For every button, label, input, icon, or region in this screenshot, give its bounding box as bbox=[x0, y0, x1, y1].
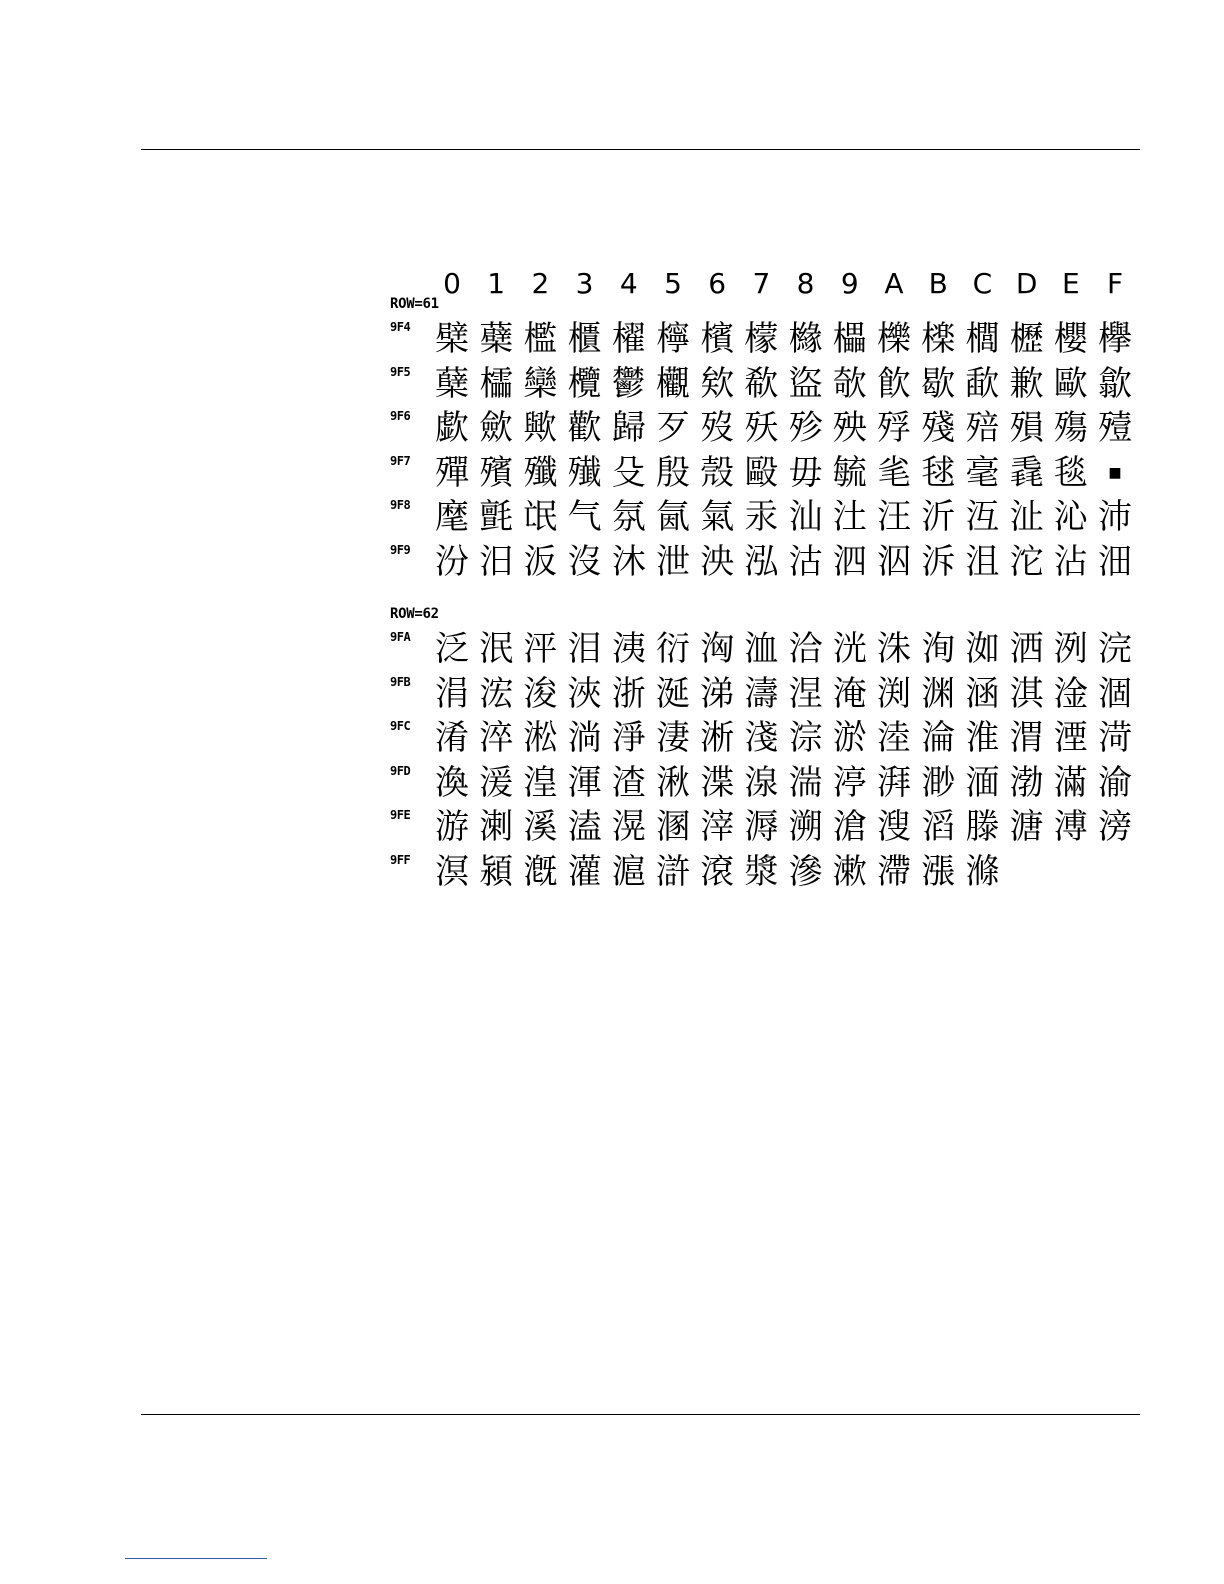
column-header: D bbox=[1015, 267, 1038, 300]
glyph-cell: 殳 bbox=[611, 452, 646, 493]
glyph-cell: 鬱 bbox=[611, 363, 646, 404]
glyph-cell: 檸 bbox=[656, 319, 690, 359]
glyph-cell: 檻 bbox=[523, 319, 558, 359]
glyph-cell: 殞 bbox=[1009, 408, 1044, 449]
glyph-cell: 泗 bbox=[832, 542, 867, 582]
glyph-cell: 歛 bbox=[479, 408, 514, 449]
glyph-cell: 漿 bbox=[744, 852, 779, 892]
glyph-cell: 麾 bbox=[435, 497, 469, 538]
column-header: 4 bbox=[619, 267, 638, 300]
glyph-cell: 溏 bbox=[1009, 807, 1044, 848]
glyph-cell: 泄 bbox=[656, 542, 690, 582]
glyph-cell: 淬 bbox=[479, 718, 514, 759]
glyph-cell: 洸 bbox=[832, 629, 867, 669]
glyph-cell: 氓 bbox=[523, 497, 558, 538]
glyph-cell: 溷 bbox=[656, 807, 690, 848]
glyph-cell: 洵 bbox=[921, 629, 956, 669]
table-row bbox=[0, 673, 1224, 717]
column-header: E bbox=[1061, 267, 1080, 300]
table-row bbox=[0, 407, 1224, 451]
glyph-cell: 歉 bbox=[1009, 363, 1044, 404]
row-code: 9FD bbox=[390, 763, 411, 778]
row-code: 9FF bbox=[390, 853, 411, 867]
glyph-cell: 潁 bbox=[479, 852, 514, 892]
glyph-cell: 衍 bbox=[656, 629, 690, 669]
glyph-cell: 蘖 bbox=[435, 363, 469, 404]
glyph-cell: 渾 bbox=[567, 762, 602, 803]
glyph-cell: 沛 bbox=[1098, 497, 1132, 538]
glyph-cell: 渕 bbox=[877, 673, 911, 714]
glyph-cell: 滯 bbox=[877, 852, 911, 892]
glyph-cell: 歔 bbox=[435, 408, 469, 449]
glyph-cell: 涕 bbox=[700, 673, 735, 714]
column-header: B bbox=[928, 267, 948, 300]
glyph-cell: 沒 bbox=[567, 542, 602, 582]
row-code: 9F9 bbox=[390, 543, 411, 557]
glyph-cell: 湮 bbox=[1053, 718, 1088, 759]
glyph-cell: 淦 bbox=[1053, 673, 1088, 714]
glyph-cell: 淒 bbox=[656, 718, 690, 759]
table-row bbox=[0, 806, 1224, 850]
glyph-cell: 湍 bbox=[788, 762, 823, 803]
glyph-cell: 檗 bbox=[435, 319, 469, 359]
glyph-cell: 漑 bbox=[523, 852, 558, 892]
column-header: 5 bbox=[664, 267, 682, 300]
column-header: A bbox=[884, 267, 904, 300]
glyph-cell: 湲 bbox=[479, 762, 514, 803]
glyph-cell: 沚 bbox=[1009, 497, 1044, 538]
table-row bbox=[0, 717, 1224, 761]
glyph-cell: 洳 bbox=[965, 629, 1000, 669]
glyph-cell: 淮 bbox=[965, 718, 1000, 759]
glyph-cell: 渊 bbox=[921, 673, 956, 714]
glyph-cell: 殍 bbox=[877, 408, 911, 449]
glyph-cell: 沱 bbox=[1009, 542, 1044, 582]
glyph-cell: 氤 bbox=[656, 497, 690, 538]
glyph-cell: 沾 bbox=[1053, 542, 1088, 582]
column-header: 9 bbox=[840, 267, 859, 300]
glyph-cell: 浣 bbox=[1098, 629, 1132, 669]
glyph-cell: 泓 bbox=[744, 542, 779, 582]
glyph-cell: 渮 bbox=[1098, 718, 1132, 759]
glyph-cell: 溯 bbox=[788, 807, 823, 848]
row-code: 9F8 bbox=[390, 498, 411, 513]
glyph-cell: 殪 bbox=[1098, 408, 1132, 449]
glyph-cell: 洽 bbox=[788, 629, 823, 669]
row-code: 9F4 bbox=[390, 320, 411, 334]
glyph-cell: 毬 bbox=[921, 452, 956, 493]
row-code: 9FA bbox=[390, 630, 411, 644]
glyph-cell: 盜 bbox=[788, 363, 823, 404]
glyph-cell: 涎 bbox=[656, 673, 690, 714]
glyph-cell: 渝 bbox=[1098, 762, 1132, 803]
glyph-cell: 涸 bbox=[1098, 673, 1132, 714]
footnote-rule bbox=[125, 1558, 267, 1559]
glyph-cell: 气 bbox=[567, 497, 602, 538]
glyph-cell: 漱 bbox=[832, 852, 867, 892]
glyph-cell: 櫚 bbox=[965, 319, 1000, 359]
glyph-cell: 涵 bbox=[965, 673, 1000, 714]
glyph-cell: 毳 bbox=[1009, 452, 1044, 493]
glyph-cell: 櫞 bbox=[788, 319, 823, 359]
glyph-cell: 渙 bbox=[435, 762, 469, 803]
glyph-cell: 欖 bbox=[567, 363, 602, 404]
glyph-cell: 櫟 bbox=[877, 319, 911, 359]
glyph-cell: 浹 bbox=[567, 673, 602, 714]
table-row bbox=[0, 496, 1224, 540]
glyph-cell: 淪 bbox=[921, 718, 956, 759]
glyph-cell: 歡 bbox=[567, 408, 602, 449]
glyph-cell: 渭 bbox=[1009, 718, 1044, 759]
glyph-cell: 毋 bbox=[788, 452, 823, 493]
row-code: 9FE bbox=[390, 808, 411, 823]
glyph-cell: 欅 bbox=[1098, 319, 1132, 359]
glyph-cell: 汪 bbox=[877, 497, 911, 538]
glyph-cell: 淺 bbox=[744, 718, 779, 759]
glyph-cell: 洫 bbox=[744, 629, 779, 669]
glyph-cell: 歹 bbox=[656, 408, 690, 449]
glyph-cell: 毆 bbox=[744, 452, 779, 493]
glyph-cell: 滓 bbox=[700, 807, 735, 848]
glyph-cell: 櫻 bbox=[1053, 319, 1088, 359]
glyph-cell: 滂 bbox=[1098, 807, 1132, 848]
glyph-cell: 洶 bbox=[700, 629, 735, 669]
glyph-cell: 沍 bbox=[965, 497, 1000, 538]
glyph-cell: 滾 bbox=[700, 852, 735, 892]
glyph-cell: 殼 bbox=[700, 452, 735, 493]
table-row bbox=[0, 452, 1224, 496]
glyph-cell: 浤 bbox=[479, 673, 514, 714]
glyph-cell: 泛 bbox=[435, 629, 469, 669]
glyph-cell: 泪 bbox=[567, 629, 602, 669]
table-row bbox=[0, 318, 1224, 362]
glyph-cell: 殕 bbox=[965, 408, 1000, 449]
glyph-cell: 櫃 bbox=[567, 319, 602, 359]
column-header: F bbox=[1106, 267, 1124, 300]
bottom-rule bbox=[141, 1414, 1140, 1415]
column-header: 8 bbox=[796, 267, 815, 300]
glyph-cell: 浚 bbox=[523, 673, 558, 714]
glyph-cell: 欸 bbox=[700, 363, 735, 404]
glyph-cell: 沽 bbox=[788, 542, 823, 582]
glyph-cell: 泯 bbox=[479, 629, 514, 669]
glyph-cell: 渤 bbox=[1009, 762, 1044, 803]
glyph-cell: 淇 bbox=[1009, 673, 1044, 714]
glyph-cell: 飮 bbox=[877, 363, 911, 404]
table-row bbox=[0, 541, 1224, 585]
glyph-cell: 滿 bbox=[1053, 762, 1088, 803]
glyph-cell: 欟 bbox=[656, 363, 690, 404]
glyph-cell: 濤 bbox=[744, 673, 779, 714]
glyph-cell: 氛 bbox=[611, 497, 646, 538]
glyph-cell: 檬 bbox=[744, 319, 779, 359]
glyph-cell: 湫 bbox=[656, 762, 690, 803]
glyph-cell: 湃 bbox=[877, 762, 911, 803]
glyph-cell: 溥 bbox=[1053, 807, 1088, 848]
glyph-cell: 涓 bbox=[435, 673, 469, 714]
glyph-cell: 歐 bbox=[1053, 363, 1088, 404]
glyph-cell: 毫 bbox=[965, 452, 1000, 493]
glyph-cell: 泝 bbox=[921, 542, 956, 582]
glyph-cell: 泙 bbox=[523, 629, 558, 669]
glyph-cell: 泱 bbox=[700, 542, 735, 582]
glyph-cell: 浙 bbox=[611, 673, 646, 714]
glyph-cell: 滉 bbox=[611, 807, 646, 848]
glyph-cell: 溟 bbox=[435, 852, 469, 892]
glyph-cell: 殷 bbox=[656, 452, 690, 493]
glyph-cell: 沐 bbox=[611, 542, 646, 582]
glyph-cell: 淙 bbox=[788, 718, 823, 759]
row-code: 9F5 bbox=[390, 364, 411, 379]
column-header: 2 bbox=[531, 267, 550, 300]
glyph-cell: 淨 bbox=[611, 718, 646, 759]
glyph-cell: 氈 bbox=[479, 497, 514, 538]
glyph-cell: 渟 bbox=[832, 762, 867, 803]
glyph-cell: 櫂 bbox=[611, 319, 646, 359]
glyph-cell: 殱 bbox=[567, 452, 602, 493]
glyph-cell: 湎 bbox=[965, 762, 1000, 803]
glyph-cell: 溲 bbox=[877, 807, 911, 848]
glyph-cell: 欒 bbox=[523, 363, 558, 404]
row-code: 9FB bbox=[390, 674, 411, 689]
glyph-cell: 洒 bbox=[1009, 629, 1044, 669]
glyph-cell: 蘗 bbox=[479, 319, 514, 359]
glyph-cell: 沺 bbox=[1098, 542, 1132, 582]
glyph-cell: 洙 bbox=[877, 629, 911, 669]
column-header: 7 bbox=[752, 267, 771, 300]
glyph-cell: 檳 bbox=[700, 319, 735, 359]
glyph-cell: 歟 bbox=[523, 408, 558, 449]
row-code: 9F6 bbox=[390, 409, 411, 424]
glyph-cell: ■ bbox=[1108, 464, 1122, 481]
glyph-cell: 滌 bbox=[965, 852, 1000, 892]
glyph-cell: 殘 bbox=[921, 408, 956, 449]
row-code: 9F7 bbox=[390, 453, 411, 468]
glyph-cell: 滄 bbox=[832, 807, 867, 848]
table-row bbox=[0, 851, 1224, 895]
row-code: 9FC bbox=[390, 719, 411, 734]
glyph-cell: 歇 bbox=[921, 363, 956, 404]
glyph-cell: 涅 bbox=[788, 673, 823, 714]
table-row bbox=[0, 363, 1224, 407]
glyph-cell: 歿 bbox=[700, 408, 735, 449]
glyph-cell: 洌 bbox=[1053, 629, 1088, 669]
glyph-cell: 殫 bbox=[435, 452, 469, 493]
glyph-cell: 渣 bbox=[611, 762, 646, 803]
glyph-cell: 毯 bbox=[1053, 452, 1088, 493]
glyph-cell: 沂 bbox=[921, 497, 956, 538]
glyph-cell: 淕 bbox=[877, 718, 911, 759]
column-header: C bbox=[972, 267, 993, 300]
table-row bbox=[0, 762, 1224, 806]
glyph-cell: 毓 bbox=[832, 452, 867, 493]
glyph-cell: 渺 bbox=[921, 762, 956, 803]
glyph-cell: 淅 bbox=[700, 718, 735, 759]
top-rule bbox=[141, 149, 1140, 150]
glyph-cell: 汾 bbox=[435, 542, 469, 582]
glyph-cell: 殤 bbox=[1053, 408, 1088, 449]
glyph-cell: 氣 bbox=[700, 497, 735, 538]
glyph-cell: 游 bbox=[435, 807, 469, 848]
glyph-cell: 毟 bbox=[877, 452, 911, 493]
glyph-cell: 汢 bbox=[832, 497, 867, 538]
column-header: 6 bbox=[708, 267, 727, 300]
glyph-cell: 櫺 bbox=[479, 363, 514, 404]
glyph-cell: 歸 bbox=[611, 408, 646, 449]
column-header: 0 bbox=[443, 267, 461, 300]
glyph-cell: 殯 bbox=[479, 452, 514, 493]
glyph-cell: 汕 bbox=[788, 497, 823, 538]
glyph-cell: 汨 bbox=[479, 542, 514, 582]
glyph-cell: 滸 bbox=[656, 852, 690, 892]
glyph-cell: 淆 bbox=[435, 718, 469, 759]
glyph-cell: 殲 bbox=[523, 452, 558, 493]
glyph-cell: 淞 bbox=[523, 718, 558, 759]
glyph-cell: 溘 bbox=[567, 807, 602, 848]
glyph-cell: 洟 bbox=[611, 629, 646, 669]
section-label: ROW=62 bbox=[390, 606, 439, 622]
section-label: ROW=61 bbox=[390, 296, 439, 312]
column-header: 3 bbox=[575, 267, 594, 300]
glyph-cell: 櫪 bbox=[1009, 319, 1044, 359]
glyph-cell: 湟 bbox=[523, 762, 558, 803]
glyph-cell: 滲 bbox=[788, 852, 823, 892]
column-header-row bbox=[0, 266, 1224, 302]
glyph-cell: 殀 bbox=[744, 408, 779, 449]
glyph-cell: 汞 bbox=[744, 497, 779, 538]
glyph-cell: 湶 bbox=[744, 762, 779, 803]
glyph-cell: 沮 bbox=[965, 542, 1000, 582]
glyph-cell: 櫑 bbox=[832, 319, 867, 359]
glyph-cell: 溽 bbox=[744, 807, 779, 848]
glyph-cell: 泅 bbox=[877, 542, 911, 582]
glyph-cell: 歃 bbox=[965, 363, 1000, 404]
glyph-cell: 殄 bbox=[788, 408, 823, 449]
glyph-cell: 歙 bbox=[1098, 363, 1132, 404]
glyph-cell: 欷 bbox=[744, 363, 779, 404]
glyph-cell: 漲 bbox=[921, 852, 956, 892]
glyph-cell: 淤 bbox=[832, 718, 867, 759]
glyph-cell: 沁 bbox=[1053, 497, 1088, 538]
glyph-cell: 欹 bbox=[832, 363, 867, 404]
glyph-cell: 滔 bbox=[921, 807, 956, 848]
glyph-cell: 殃 bbox=[832, 408, 867, 449]
glyph-cell: 汳 bbox=[523, 542, 558, 582]
glyph-cell: 灌 bbox=[567, 852, 602, 892]
glyph-cell: 淌 bbox=[567, 718, 602, 759]
glyph-cell: 渫 bbox=[700, 762, 735, 803]
column-header: 1 bbox=[487, 267, 506, 300]
table-row bbox=[0, 628, 1224, 672]
glyph-cell: 溂 bbox=[479, 807, 514, 848]
glyph-cell: 溪 bbox=[523, 807, 558, 848]
glyph-cell: 滬 bbox=[611, 852, 646, 892]
glyph-cell: 檪 bbox=[921, 319, 956, 359]
glyph-cell: 滕 bbox=[965, 807, 1000, 848]
glyph-cell: 淹 bbox=[832, 673, 867, 714]
